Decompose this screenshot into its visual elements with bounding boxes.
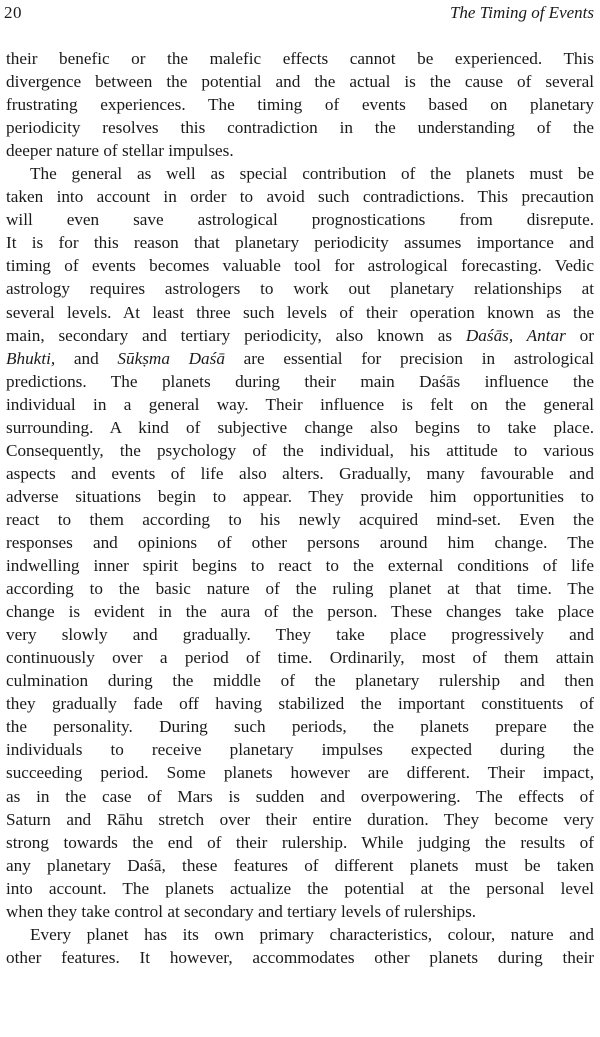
text-line: deeper nature of stellar impulses. [6, 141, 234, 161]
text-line: Every planet has its own primary characteristics, colour, nature and [30, 924, 594, 944]
text-run: are essential for precision in astrological [224, 348, 594, 368]
paragraph-1 [6, 47, 594, 162]
text-line: periodicity resolves this contradiction in the understanding of the [6, 118, 594, 138]
page-number: 20 [4, 3, 22, 22]
sanskrit-term: Daśās, Antar [465, 325, 566, 345]
text-run: main, secondary and tertiary periodicity, also known as [6, 325, 466, 345]
text-line: as in the case of Mars is sudden and overpowering. The effects of [6, 786, 594, 806]
text-line [6, 324, 594, 347]
text-line: react to them according to his newly acquired mind-set. Even the [6, 509, 594, 529]
text-line: responses and opinions of other persons around him change. The [6, 532, 594, 552]
text-line: predictions. The planets during their main Daśās influence the [6, 371, 594, 391]
text-line: any planetary Daśā, these features of different planets must be taken [6, 855, 594, 875]
text-line: strong towards the end of their rulership. While judging the results of [6, 832, 594, 852]
text-line: continuously over a period of time. Ordinarily, most of them attain [6, 648, 594, 668]
text-line: into account. The planets actualize the potential at the personal level [6, 878, 594, 898]
sanskrit-term: Bhukti, [6, 348, 56, 368]
text-line: very slowly and gradually. They take place progressively and [6, 625, 594, 645]
text-line: divergence between the potential and the actual is the cause of several [6, 72, 594, 92]
text-line: It is for this reason that planetary periodicity assumes importance and [6, 233, 594, 253]
text-line: when they take control at secondary and tertiary levels of rulerships. [6, 901, 477, 921]
text-line: aspects and events of life also alters. Gradually, many favourable and [6, 463, 594, 483]
text-line: individual in a general way. Their influence is felt on the general [6, 394, 594, 414]
text-line: timing of events becomes valuable tool for astrological forecasting. Vedic [6, 256, 594, 276]
text-line: astrology requires astrologers to work out planetary relationships at [6, 279, 594, 299]
text-line: other features. It however, accommodates other planets during their [6, 947, 594, 967]
text-line: surrounding. A kind of subjective change also begins to take place. [6, 417, 594, 437]
text-run: or [565, 325, 594, 345]
text-line: Saturn and Rāhu stretch over their entire duration. They become very [6, 809, 594, 829]
text-line: Consequently, the psychology of the individual, his attitude to various [6, 440, 594, 460]
paragraph-3 [6, 923, 594, 969]
text-run: and [55, 348, 118, 368]
text-line: succeeding period. Some planets however are different. Their impact, [6, 763, 594, 783]
running-title: The Timing of Events [449, 3, 594, 22]
page-header [4, 3, 594, 27]
sanskrit-term: Sūkṣma Daśā [117, 348, 225, 368]
text-line [6, 347, 594, 370]
text-line: change is evident in the aura of the person. These changes take place [6, 602, 594, 622]
text-line: the personality. During such periods, the planets prepare the [6, 717, 594, 737]
page-body [6, 47, 594, 969]
paragraph-2 [6, 162, 594, 923]
text-line: culmination during the middle of the planetary rulership and then [6, 671, 594, 691]
text-line: according to the basic nature of the ruling planet at that time. The [6, 579, 594, 599]
text-line: indwelling inner spirit begins to react to the external conditions of life [6, 556, 594, 576]
text-line: several levels. At least three such levels of their operation known as the [6, 302, 594, 322]
text-line: will even save astrological prognostications from disrepute. [6, 210, 594, 230]
text-line: taken into account in order to avoid such contradictions. This precaution [6, 187, 594, 207]
text-line: adverse situations begin to appear. They provide him opportunities to [6, 486, 594, 506]
text-line: their benefic or the malefic effects cannot be experienced. This [6, 49, 594, 68]
text-line: The general as well as special contribution of the planets must be [30, 164, 594, 184]
text-line: frustrating experiences. The timing of events based on planetary [6, 95, 594, 115]
text-line: individuals to receive planetary impulses expected during the [6, 740, 594, 760]
text-line: they gradually fade off having stabilized the important constituents of [6, 694, 594, 714]
